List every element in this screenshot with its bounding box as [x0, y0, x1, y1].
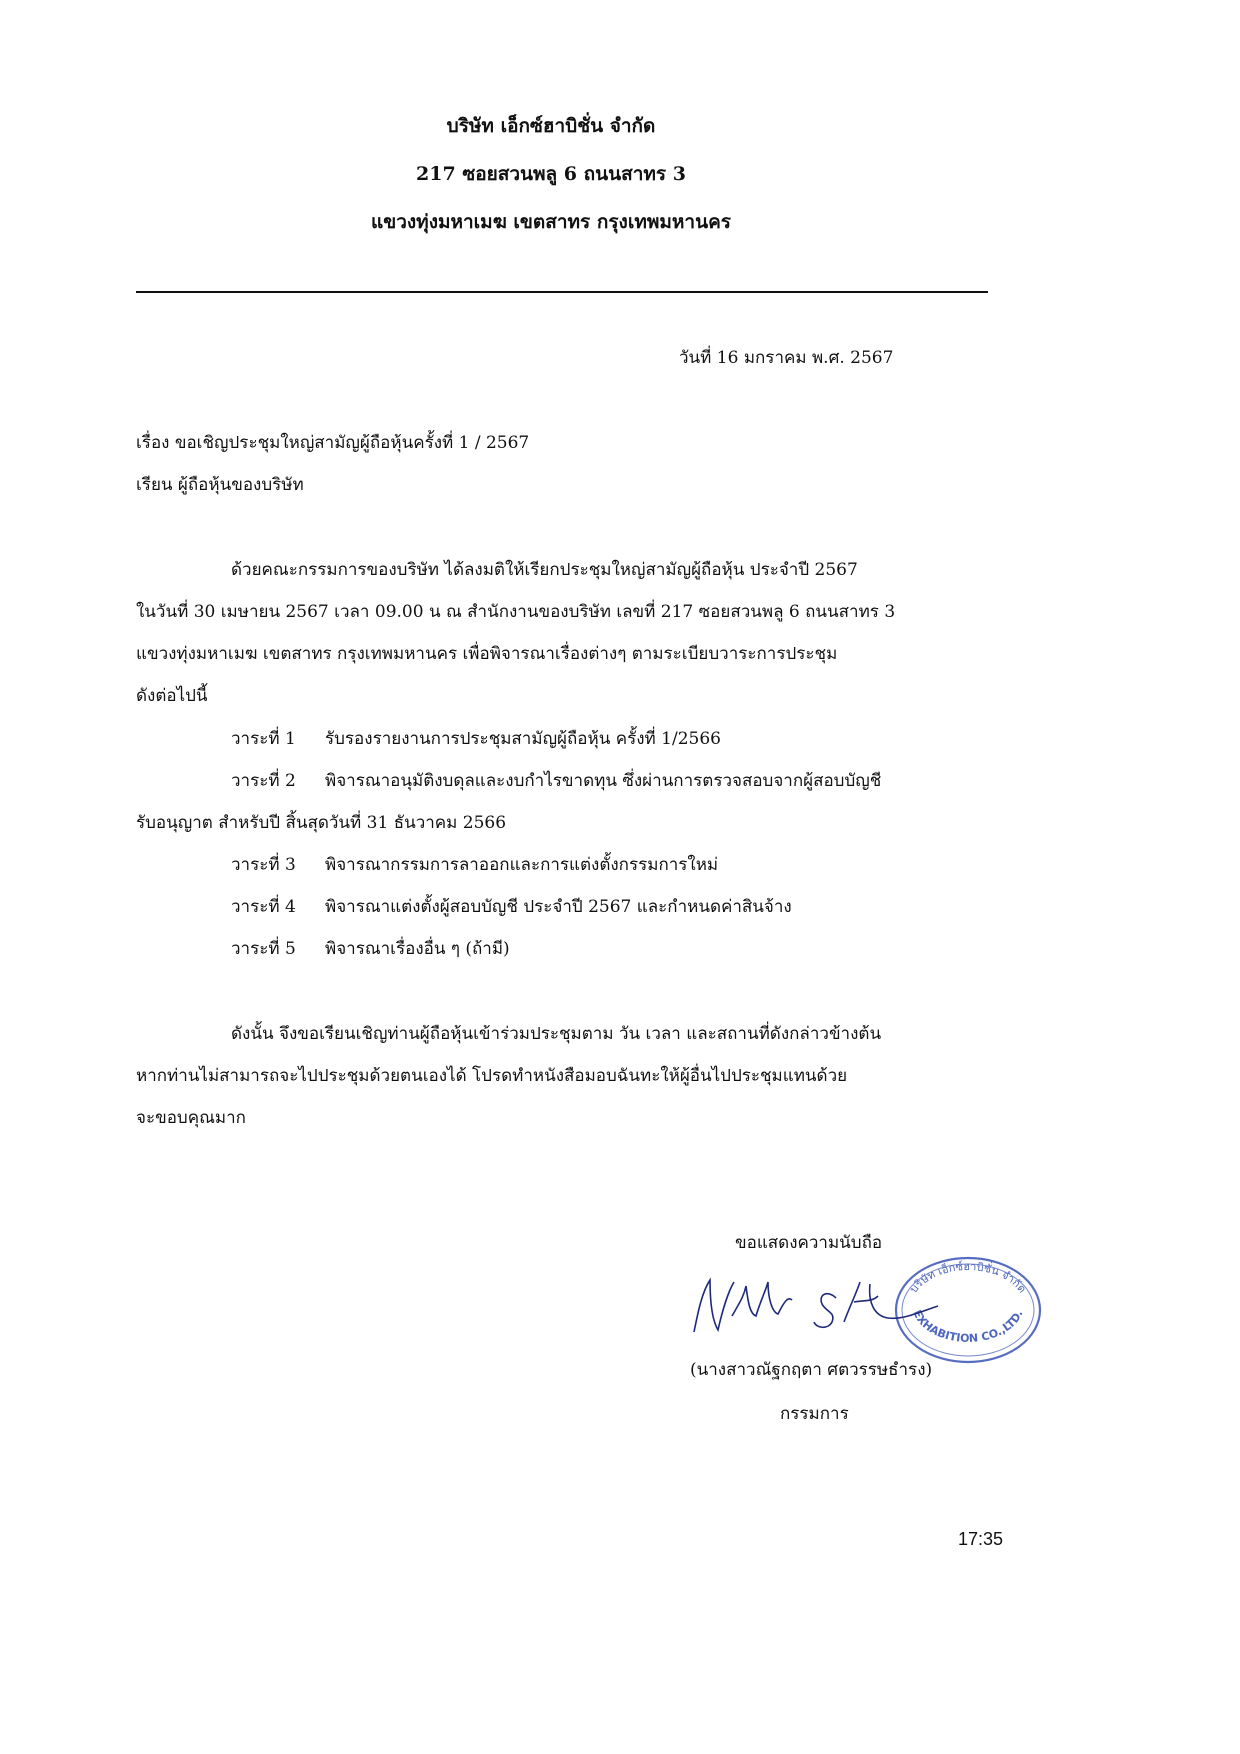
closing-line: หากท่านไม่สามารถจะไปประชุมด้วยตนเองได้ โปรดทำหนังสือมอบฉันทะให้ผู้อื่นไปประชุมแทนด้วย — [136, 1066, 848, 1086]
letter-date: วันที่ 16 มกราคม พ.ศ. 2567 — [679, 348, 894, 368]
agenda-label: วาระที่ 1 — [231, 729, 296, 749]
signer-name: (นางสาวณัฐกฤตา ศตวรรษธำรง) — [690, 1360, 933, 1380]
agenda-label: วาระที่ 5 — [231, 939, 296, 959]
signature — [688, 1272, 958, 1342]
agenda-label: วาระที่ 2 — [231, 771, 296, 791]
signoff: ขอแสดงความนับถือ — [735, 1233, 883, 1253]
agenda-text: พิจารณาแต่งตั้งผู้สอบบัญชี ประจำปี 2567 และกำหนดค่าสินจ้าง — [325, 897, 792, 917]
company-address-line1: 217 ซอยสวนพลู 6 ถนนสาทร 3 — [416, 163, 686, 185]
header-divider — [136, 291, 988, 293]
agenda-text-continued: รับอนุญาต สำหรับปี สิ้นสุดวันที่ 31 ธันวาคม 2566 — [136, 813, 507, 833]
agenda-text: พิจารณาเรื่องอื่น ๆ (ถ้ามี) — [325, 939, 510, 959]
agenda-text: รับรองรายงานการประชุมสามัญผู้ถือหุ้น ครั้งที่ 1/2566 — [325, 729, 721, 749]
body-line: ดังต่อไปนี้ — [136, 686, 208, 706]
agenda-text: พิจารณากรรมการลาออกและการแต่งตั้งกรรมการใหม่ — [325, 855, 719, 875]
letter-recipient: เรียน ผู้ถือหุ้นของบริษัท — [136, 475, 304, 495]
body-line: ด้วยคณะกรรมการของบริษัท ได้ลงมติให้เรียกประชุมใหญ่สามัญผู้ถือหุ้น ประจำปี 2567 — [231, 560, 858, 580]
closing-line: ดังนั้น จึงขอเรียนเชิญท่านผู้ถือหุ้นเข้าร่วมประชุมตาม วัน เวลา และสถานที่ดังกล่าวข้างต้น — [231, 1024, 882, 1044]
body-line: ในวันที่ 30 เมษายน 2567 เวลา 09.00 น ณ สำนักงานของบริษัท เลขที่ 217 ซอยสวนพลู 6 ถนนสาทร 3 — [136, 602, 896, 622]
signer-title: กรรมการ — [780, 1404, 849, 1424]
body-line: แขวงทุ่งมหาเมฆ เขตสาทร กรุงเทพมหานคร เพื่อพิจารณาเรื่องต่างๆ ตามระเบียบวาระการประชุม — [136, 644, 838, 664]
footer-time: 17:35 — [958, 1529, 1004, 1549]
agenda-label: วาระที่ 4 — [231, 897, 296, 917]
closing-line: จะขอบคุณมาก — [136, 1108, 246, 1128]
agenda-label: วาระที่ 3 — [231, 855, 296, 875]
letter-subject: เรื่อง ขอเชิญประชุมใหญ่สามัญผู้ถือหุ้นครั้งที่ 1 / 2567 — [136, 433, 530, 453]
agenda-text: พิจารณาอนุมัติงบดุลและงบกำไรขาดทุน ซึ่งผ่านการตรวจสอบจากผู้สอบบัญชี — [325, 771, 882, 791]
seal-top-text: บริษัท เอ็กซ์ฮาบิชั่น จำกัด — [907, 1259, 1029, 1296]
company-address-line2: แขวงทุ่งมหาเมฆ เขตสาทร กรุงเทพมหานคร — [370, 211, 732, 233]
seal-bottom-text: EXHABITION CO.,LTD. — [910, 1307, 1026, 1346]
company-name: บริษัท เอ็กซ์ฮาบิชั่น จำกัด — [446, 115, 656, 137]
